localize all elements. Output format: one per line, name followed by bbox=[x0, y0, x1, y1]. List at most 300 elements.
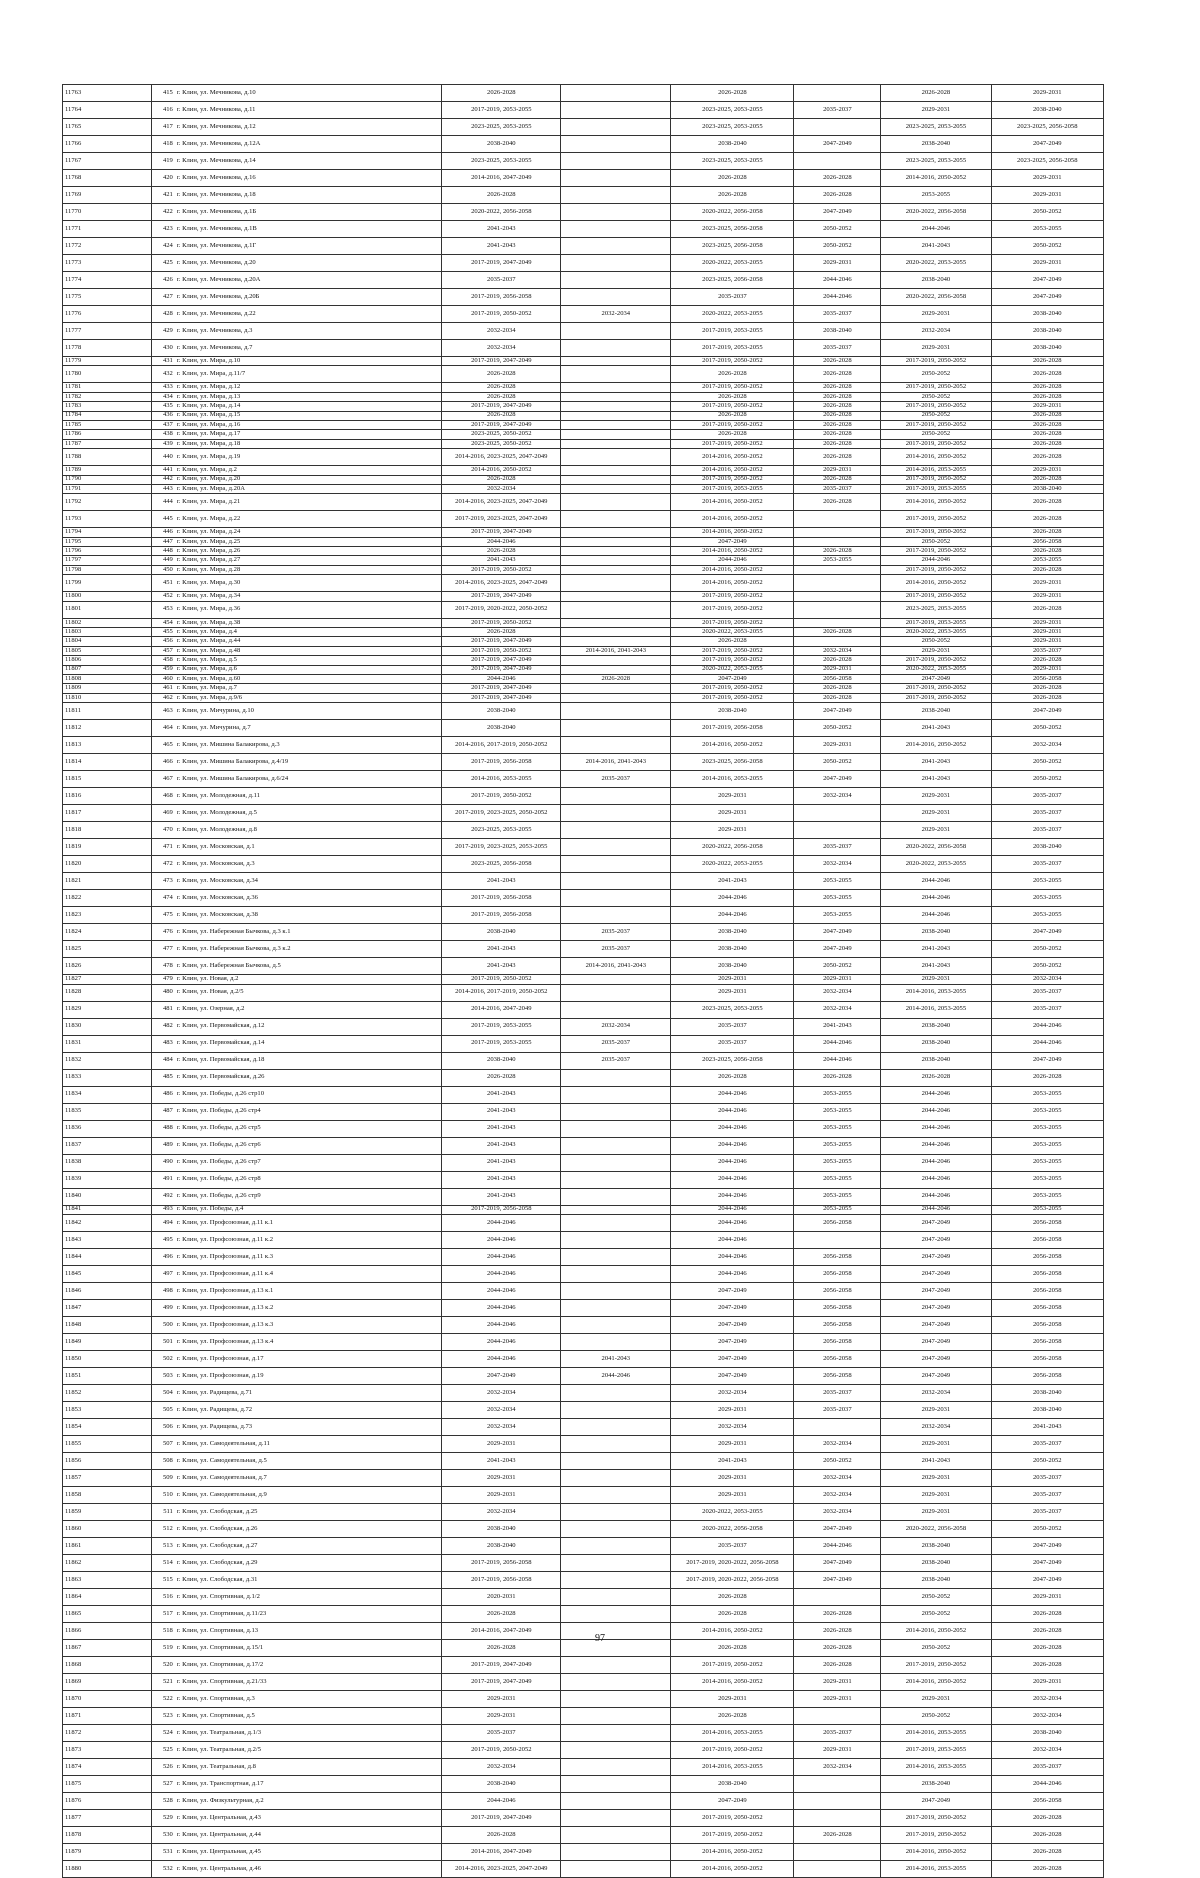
cell-period-3: 2047-2049 bbox=[671, 1282, 794, 1299]
cell-row-number: 432 bbox=[152, 366, 175, 383]
table-row bbox=[63, 873, 1104, 890]
cell-address: г. Клин, ул. Молодежная, д.8 bbox=[175, 822, 442, 839]
cell-period-1: 2017-2019, 2050-2052 bbox=[442, 618, 561, 627]
cell-row-id: 11776 bbox=[63, 306, 152, 323]
cell-period-1: 2023-2025, 2053-2055 bbox=[442, 153, 561, 170]
cell-row-id: 11837 bbox=[63, 1137, 152, 1154]
cell-period-6: 2038-2040 bbox=[991, 1724, 1103, 1741]
cell-period-5: 2029-2031 bbox=[881, 646, 991, 655]
cell-period-1: 2035-2037 bbox=[442, 1724, 561, 1741]
cell-row-number: 496 bbox=[152, 1248, 175, 1265]
table-row bbox=[63, 556, 1104, 565]
cell-period-3: 2017-2019, 2050-2052 bbox=[671, 618, 794, 627]
cell-row-id: 11815 bbox=[63, 771, 152, 788]
cell-address: г. Клин, ул. Мечникова, д.3 bbox=[175, 323, 442, 340]
cell-period-5: 2050-2052 bbox=[881, 537, 991, 546]
cell-period-6: 2029-2031 bbox=[991, 665, 1103, 674]
cell-period-4 bbox=[794, 565, 881, 574]
table-row bbox=[63, 204, 1104, 221]
cell-row-id: 11813 bbox=[63, 737, 152, 754]
cell-address: г. Клин, ул. Театральная, д.8 bbox=[175, 1758, 442, 1775]
table-row bbox=[63, 1035, 1104, 1052]
cell-period-6: 2029-2031 bbox=[991, 592, 1103, 601]
table-row bbox=[63, 221, 1104, 238]
cell-row-id: 11784 bbox=[63, 411, 152, 420]
cell-period-6: 2026-2028 bbox=[991, 601, 1103, 618]
cell-period-4: 2035-2037 bbox=[794, 1401, 881, 1418]
cell-period-3: 2047-2049 bbox=[671, 1367, 794, 1384]
table-row bbox=[63, 693, 1104, 702]
cell-period-5: 2023-2025, 2053-2055 bbox=[881, 119, 991, 136]
cell-period-1: 2026-2028 bbox=[442, 411, 561, 420]
cell-period-1: 2044-2046 bbox=[442, 1316, 561, 1333]
cell-row-number: 424 bbox=[152, 238, 175, 255]
cell-period-6: 2026-2028 bbox=[991, 392, 1103, 401]
cell-row-number: 459 bbox=[152, 665, 175, 674]
cell-row-id: 11766 bbox=[63, 136, 152, 153]
cell-period-6: 2026-2028 bbox=[991, 420, 1103, 429]
cell-row-number: 497 bbox=[152, 1265, 175, 1282]
cell-period-2 bbox=[561, 1843, 671, 1860]
cell-row-number: 437 bbox=[152, 420, 175, 429]
table-row bbox=[63, 430, 1104, 439]
cell-period-2 bbox=[561, 1401, 671, 1418]
cell-row-number: 450 bbox=[152, 565, 175, 574]
cell-period-1: 2014-2016, 2017-2019, 2050-2052 bbox=[442, 984, 561, 1001]
table-row bbox=[63, 1384, 1104, 1401]
cell-period-6: 2053-2055 bbox=[991, 1205, 1103, 1214]
cell-period-4: 2056-2058 bbox=[794, 1265, 881, 1282]
cell-period-3: 2017-2019, 2056-2058 bbox=[671, 720, 794, 737]
cell-row-id: 11831 bbox=[63, 1035, 152, 1052]
cell-period-4: 2038-2040 bbox=[794, 323, 881, 340]
cell-period-3: 2026-2028 bbox=[671, 170, 794, 187]
cell-period-2: 2041-2043 bbox=[561, 1350, 671, 1367]
cell-period-3: 2020-2022, 2056-2058 bbox=[671, 839, 794, 856]
cell-address: г. Клин, ул. Мира, д.27 bbox=[175, 556, 442, 565]
cell-period-5: 2017-2019, 2050-2052 bbox=[881, 420, 991, 429]
cell-period-4: 2026-2028 bbox=[794, 628, 881, 637]
cell-row-number: 449 bbox=[152, 556, 175, 565]
cell-period-3: 2014-2016, 2050-2052 bbox=[671, 528, 794, 537]
cell-address: г. Клин, ул. Мира, д.21 bbox=[175, 494, 442, 511]
cell-period-3: 2041-2043 bbox=[671, 1452, 794, 1469]
cell-period-5: 2044-2046 bbox=[881, 556, 991, 565]
cell-period-1: 2017-2019, 2053-2055 bbox=[442, 1035, 561, 1052]
cell-period-5: 2047-2049 bbox=[881, 1282, 991, 1299]
cell-period-2 bbox=[561, 1231, 671, 1248]
cell-period-2 bbox=[561, 839, 671, 856]
table-row bbox=[63, 592, 1104, 601]
cell-period-6: 2053-2055 bbox=[991, 221, 1103, 238]
cell-row-number: 451 bbox=[152, 575, 175, 592]
cell-row-number: 509 bbox=[152, 1469, 175, 1486]
cell-address: г. Клин, ул. Мира, д.44 bbox=[175, 637, 442, 646]
cell-period-6: 2029-2031 bbox=[991, 618, 1103, 627]
cell-row-number: 478 bbox=[152, 958, 175, 975]
cell-period-4: 2029-2031 bbox=[794, 1690, 881, 1707]
table-row bbox=[63, 575, 1104, 592]
cell-address: г. Клин, ул. Слободская, д.31 bbox=[175, 1571, 442, 1588]
cell-row-id: 11797 bbox=[63, 556, 152, 565]
cell-row-id: 11823 bbox=[63, 907, 152, 924]
cell-period-6: 2032-2034 bbox=[991, 975, 1103, 984]
cell-row-id: 11876 bbox=[63, 1792, 152, 1809]
cell-row-id: 11777 bbox=[63, 323, 152, 340]
cell-period-2 bbox=[561, 1537, 671, 1554]
cell-period-3: 2023-2025, 2056-2058 bbox=[671, 754, 794, 771]
cell-period-1: 2041-2043 bbox=[442, 941, 561, 958]
cell-row-id: 11770 bbox=[63, 204, 152, 221]
cell-period-2 bbox=[561, 805, 671, 822]
cell-period-4: 2032-2034 bbox=[794, 1486, 881, 1503]
cell-period-1: 2023-2025, 2053-2055 bbox=[442, 822, 561, 839]
cell-address: г. Клин, ул. Мира, д.7 bbox=[175, 684, 442, 693]
cell-row-id: 11807 bbox=[63, 665, 152, 674]
cell-period-5: 2014-2016, 2053-2055 bbox=[881, 1758, 991, 1775]
cell-period-2: 2035-2037 bbox=[561, 941, 671, 958]
cell-period-1: 2026-2028 bbox=[442, 392, 561, 401]
cell-period-6: 2038-2040 bbox=[991, 839, 1103, 856]
cell-address: г. Клин, ул. Мира, д.26 bbox=[175, 547, 442, 556]
table-row bbox=[63, 1503, 1104, 1520]
cell-address: г. Клин, ул. Победы, д.26 стр7 bbox=[175, 1154, 442, 1171]
cell-row-id: 11779 bbox=[63, 357, 152, 366]
cell-period-3: 2044-2046 bbox=[671, 1205, 794, 1214]
table-row bbox=[63, 1120, 1104, 1137]
cell-period-6: 2026-2028 bbox=[991, 528, 1103, 537]
cell-period-5: 2032-2034 bbox=[881, 1384, 991, 1401]
cell-period-1: 2017-2019, 2047-2049 bbox=[442, 528, 561, 537]
cell-period-1: 2038-2040 bbox=[442, 1520, 561, 1537]
cell-period-5: 2017-2019, 2053-2055 bbox=[881, 618, 991, 627]
cell-row-id: 11879 bbox=[63, 1843, 152, 1860]
cell-period-5: 2020-2022, 2056-2058 bbox=[881, 289, 991, 306]
cell-period-1: 2014-2016, 2047-2049 bbox=[442, 1622, 561, 1639]
cell-period-1: 2017-2019, 2050-2052 bbox=[442, 646, 561, 655]
cell-row-id: 11833 bbox=[63, 1069, 152, 1086]
cell-period-6: 2026-2028 bbox=[991, 449, 1103, 466]
cell-period-4: 2032-2034 bbox=[794, 788, 881, 805]
cell-period-5: 2017-2019, 2050-2052 bbox=[881, 547, 991, 556]
cell-row-number: 525 bbox=[152, 1741, 175, 1758]
cell-period-3: 2014-2016, 2050-2052 bbox=[671, 449, 794, 466]
cell-row-number: 446 bbox=[152, 528, 175, 537]
cell-period-1: 2032-2034 bbox=[442, 340, 561, 357]
cell-row-id: 11811 bbox=[63, 703, 152, 720]
cell-period-2 bbox=[561, 494, 671, 511]
cell-period-1: 2014-2016, 2023-2025, 2047-2049 bbox=[442, 494, 561, 511]
cell-period-6: 2029-2031 bbox=[991, 402, 1103, 411]
cell-period-6: 2035-2037 bbox=[991, 984, 1103, 1001]
table-row bbox=[63, 85, 1104, 102]
cell-address: г. Клин, ул. Молодежная, д.11 bbox=[175, 788, 442, 805]
table-row bbox=[63, 720, 1104, 737]
cell-period-6: 2026-2028 bbox=[991, 475, 1103, 484]
cell-period-4: 2047-2049 bbox=[794, 1520, 881, 1537]
cell-address: г. Клин, ул. Радищева, д.71 bbox=[175, 1384, 442, 1401]
cell-row-id: 11851 bbox=[63, 1367, 152, 1384]
cell-period-3: 2035-2037 bbox=[671, 289, 794, 306]
cell-row-id: 11778 bbox=[63, 340, 152, 357]
cell-row-id: 11804 bbox=[63, 637, 152, 646]
cell-address: г. Клин, ул. Мира, д.60 bbox=[175, 674, 442, 683]
cell-period-6: 2047-2049 bbox=[991, 136, 1103, 153]
cell-row-id: 11864 bbox=[63, 1588, 152, 1605]
cell-period-3: 2044-2046 bbox=[671, 907, 794, 924]
cell-period-5: 2044-2046 bbox=[881, 1154, 991, 1171]
cell-row-number: 473 bbox=[152, 873, 175, 890]
cell-period-4: 2050-2052 bbox=[794, 958, 881, 975]
cell-period-5: 2047-2049 bbox=[881, 1350, 991, 1367]
cell-address: г. Клин, ул. Мира, д.10 bbox=[175, 357, 442, 366]
cell-period-2 bbox=[561, 1588, 671, 1605]
cell-period-3: 2038-2040 bbox=[671, 1775, 794, 1792]
cell-period-3: 2044-2046 bbox=[671, 1248, 794, 1265]
cell-period-5: 2017-2019, 2053-2055 bbox=[881, 1741, 991, 1758]
cell-period-3: 2020-2022, 2053-2055 bbox=[671, 856, 794, 873]
cell-period-5: 2014-2016, 2050-2052 bbox=[881, 494, 991, 511]
cell-period-4: 2032-2034 bbox=[794, 1503, 881, 1520]
cell-period-6: 2026-2028 bbox=[991, 547, 1103, 556]
cell-row-id: 11871 bbox=[63, 1707, 152, 1724]
cell-period-1: 2014-2016, 2053-2055 bbox=[442, 771, 561, 788]
cell-period-5: 2041-2043 bbox=[881, 238, 991, 255]
cell-address: г. Клин, ул. Мичурина, д.10 bbox=[175, 703, 442, 720]
cell-period-6: 2047-2049 bbox=[991, 289, 1103, 306]
cell-period-1: 2017-2019, 2047-2049 bbox=[442, 684, 561, 693]
cell-period-3: 2026-2028 bbox=[671, 1588, 794, 1605]
cell-row-id: 11788 bbox=[63, 449, 152, 466]
cell-period-4: 2053-2055 bbox=[794, 1137, 881, 1154]
cell-period-3: 2044-2046 bbox=[671, 1231, 794, 1248]
cell-period-6: 2050-2052 bbox=[991, 238, 1103, 255]
cell-period-4: 2053-2055 bbox=[794, 1103, 881, 1120]
cell-period-3: 2023-2025, 2056-2058 bbox=[671, 1052, 794, 1069]
cell-period-4: 2026-2028 bbox=[794, 693, 881, 702]
cell-period-6: 2053-2055 bbox=[991, 1171, 1103, 1188]
cell-address: г. Клин, ул. Мечникова, д.10 bbox=[175, 85, 442, 102]
cell-period-2 bbox=[561, 1435, 671, 1452]
cell-address: г. Клин, ул. Спортивная, д.17/2 bbox=[175, 1656, 442, 1673]
cell-period-2 bbox=[561, 1707, 671, 1724]
cell-period-4: 2026-2028 bbox=[794, 357, 881, 366]
cell-row-id: 11763 bbox=[63, 85, 152, 102]
table-row bbox=[63, 1137, 1104, 1154]
table-row bbox=[63, 272, 1104, 289]
cell-period-4: 2044-2046 bbox=[794, 1537, 881, 1554]
cell-period-5: 2029-2031 bbox=[881, 788, 991, 805]
cell-period-6: 2035-2037 bbox=[991, 646, 1103, 655]
cell-period-3: 2017-2019, 2050-2052 bbox=[671, 1809, 794, 1826]
cell-row-number: 519 bbox=[152, 1639, 175, 1656]
cell-period-5: 2026-2028 bbox=[881, 85, 991, 102]
cell-period-6: 2053-2055 bbox=[991, 1086, 1103, 1103]
cell-period-2 bbox=[561, 1120, 671, 1137]
cell-period-5: 2032-2034 bbox=[881, 323, 991, 340]
cell-period-4: 2029-2031 bbox=[794, 1741, 881, 1758]
cell-period-4: 2053-2055 bbox=[794, 873, 881, 890]
cell-address: г. Клин, ул. Мечникова, д.20А bbox=[175, 272, 442, 289]
cell-period-5: 2026-2028 bbox=[881, 1069, 991, 1086]
cell-period-2 bbox=[561, 656, 671, 665]
cell-row-number: 523 bbox=[152, 1707, 175, 1724]
cell-row-id: 11796 bbox=[63, 547, 152, 556]
table-row bbox=[63, 528, 1104, 537]
cell-period-5: 2047-2049 bbox=[881, 1316, 991, 1333]
cell-address: г. Клин, ул. Слободская, д.27 bbox=[175, 1537, 442, 1554]
cell-period-3: 2020-2022, 2053-2055 bbox=[671, 1503, 794, 1520]
cell-period-1: 2017-2019, 2050-2052 bbox=[442, 975, 561, 984]
cell-period-6: 2053-2055 bbox=[991, 890, 1103, 907]
cell-row-number: 481 bbox=[152, 1001, 175, 1018]
cell-period-5: 2014-2016, 2053-2055 bbox=[881, 1001, 991, 1018]
cell-period-3: 2029-2031 bbox=[671, 1401, 794, 1418]
cell-period-4: 2026-2028 bbox=[794, 1622, 881, 1639]
cell-period-2 bbox=[561, 466, 671, 475]
cell-period-6: 2026-2028 bbox=[991, 439, 1103, 448]
cell-address: г. Клин, ул. Мира, д.22 bbox=[175, 511, 442, 528]
cell-address: г. Клин, ул. Профсоюзная, д.11 к.1 bbox=[175, 1214, 442, 1231]
cell-period-5: 2038-2040 bbox=[881, 136, 991, 153]
cell-period-4: 2056-2058 bbox=[794, 1367, 881, 1384]
cell-period-5: 2020-2022, 2053-2055 bbox=[881, 628, 991, 637]
cell-address: г. Клин, ул. Московская, д.34 bbox=[175, 873, 442, 890]
cell-period-2 bbox=[561, 684, 671, 693]
cell-period-5: 2017-2019, 2050-2052 bbox=[881, 383, 991, 392]
cell-address: г. Клин, ул. Мечникова, д.12 bbox=[175, 119, 442, 136]
cell-period-6: 2056-2058 bbox=[991, 537, 1103, 546]
cell-period-4: 2044-2046 bbox=[794, 272, 881, 289]
cell-period-4: 2053-2055 bbox=[794, 1120, 881, 1137]
cell-period-1: 2044-2046 bbox=[442, 1792, 561, 1809]
cell-period-3: 2014-2016, 2050-2052 bbox=[671, 1860, 794, 1877]
cell-period-5: 2020-2022, 2053-2055 bbox=[881, 856, 991, 873]
cell-row-id: 11772 bbox=[63, 238, 152, 255]
cell-period-4: 2026-2028 bbox=[794, 187, 881, 204]
table-row bbox=[63, 439, 1104, 448]
table-row bbox=[63, 975, 1104, 984]
table-row bbox=[63, 1086, 1104, 1103]
cell-row-number: 476 bbox=[152, 924, 175, 941]
table-row bbox=[63, 1656, 1104, 1673]
cell-period-1: 2041-2043 bbox=[442, 1137, 561, 1154]
cell-row-number: 495 bbox=[152, 1231, 175, 1248]
cell-period-6: 2026-2028 bbox=[991, 1809, 1103, 1826]
cell-period-4: 2053-2055 bbox=[794, 1154, 881, 1171]
cell-period-5: 2017-2019, 2050-2052 bbox=[881, 1826, 991, 1843]
cell-period-4: 2044-2046 bbox=[794, 1035, 881, 1052]
cell-period-4: 2056-2058 bbox=[794, 1214, 881, 1231]
page-number: 97 bbox=[595, 1633, 605, 1644]
cell-period-4: 2053-2055 bbox=[794, 907, 881, 924]
cell-row-number: 470 bbox=[152, 822, 175, 839]
cell-period-2 bbox=[561, 1503, 671, 1520]
table-row bbox=[63, 805, 1104, 822]
cell-period-3: 2026-2028 bbox=[671, 85, 794, 102]
cell-period-4: 2050-2052 bbox=[794, 238, 881, 255]
cell-period-1: 2026-2028 bbox=[442, 1069, 561, 1086]
cell-address: г. Клин, ул. Мишина Балакирова, д.6/24 bbox=[175, 771, 442, 788]
cell-period-1: 2035-2037 bbox=[442, 272, 561, 289]
cell-period-4: 2035-2037 bbox=[794, 306, 881, 323]
cell-period-3: 2044-2046 bbox=[671, 1214, 794, 1231]
cell-period-2 bbox=[561, 737, 671, 754]
cell-address: г. Клин, ул. Профсоюзная, д.13 к.1 bbox=[175, 1282, 442, 1299]
table-row bbox=[63, 392, 1104, 401]
cell-period-5: 2017-2019, 2050-2052 bbox=[881, 565, 991, 574]
cell-row-number: 425 bbox=[152, 255, 175, 272]
cell-period-1: 2032-2034 bbox=[442, 1384, 561, 1401]
cell-period-4 bbox=[794, 85, 881, 102]
cell-row-id: 11859 bbox=[63, 1503, 152, 1520]
cell-address: г. Клин, ул. Физкультурная, д.2 bbox=[175, 1792, 442, 1809]
cell-address: г. Клин, ул. Самодеятельная, д.9 bbox=[175, 1486, 442, 1503]
cell-period-4: 2026-2028 bbox=[794, 439, 881, 448]
cell-row-number: 458 bbox=[152, 656, 175, 665]
cell-row-number: 513 bbox=[152, 1537, 175, 1554]
cell-period-3: 2029-2031 bbox=[671, 1469, 794, 1486]
cell-row-id: 11880 bbox=[63, 1860, 152, 1877]
cell-period-4: 2026-2028 bbox=[794, 402, 881, 411]
cell-address: г. Клин, ул. Мира, д.36 bbox=[175, 601, 442, 618]
cell-row-id: 11783 bbox=[63, 402, 152, 411]
register-table-sheet bbox=[62, 84, 1104, 1878]
cell-period-6: 2026-2028 bbox=[991, 1843, 1103, 1860]
cell-period-1: 2014-2016, 2047-2049 bbox=[442, 1001, 561, 1018]
cell-address: г. Клин, ул. Мира, д.11/7 bbox=[175, 366, 442, 383]
cell-period-2 bbox=[561, 693, 671, 702]
cell-period-2 bbox=[561, 1571, 671, 1588]
cell-period-3: 2017-2019, 2050-2052 bbox=[671, 402, 794, 411]
cell-period-6: 2056-2058 bbox=[991, 1214, 1103, 1231]
cell-address: г. Клин, ул. Мира, д.6 bbox=[175, 665, 442, 674]
table-row bbox=[63, 1690, 1104, 1707]
cell-row-number: 471 bbox=[152, 839, 175, 856]
cell-period-5: 2017-2019, 2050-2052 bbox=[881, 528, 991, 537]
cell-address: г. Клин, ул. Спортивная, д.11/23 bbox=[175, 1605, 442, 1622]
cell-period-2: 2014-2016, 2041-2043 bbox=[561, 958, 671, 975]
cell-period-5: 2041-2043 bbox=[881, 754, 991, 771]
cell-period-3: 2017-2019, 2020-2022, 2056-2058 bbox=[671, 1571, 794, 1588]
cell-period-5: 2017-2019, 2050-2052 bbox=[881, 1656, 991, 1673]
cell-period-6: 2038-2040 bbox=[991, 340, 1103, 357]
cell-address: г. Клин, ул. Победы, д.26 стр4 bbox=[175, 1103, 442, 1120]
table-row bbox=[63, 628, 1104, 637]
cell-period-2 bbox=[561, 170, 671, 187]
cell-period-4: 2035-2037 bbox=[794, 340, 881, 357]
cell-address: г. Клин, ул. Мира, д.14 bbox=[175, 402, 442, 411]
cell-period-6: 2029-2031 bbox=[991, 170, 1103, 187]
cell-row-number: 420 bbox=[152, 170, 175, 187]
cell-period-2 bbox=[561, 628, 671, 637]
cell-row-number: 491 bbox=[152, 1171, 175, 1188]
cell-row-number: 445 bbox=[152, 511, 175, 528]
cell-period-3: 2041-2043 bbox=[671, 873, 794, 890]
cell-address: г. Клин, ул. Радищева, д.73 bbox=[175, 1418, 442, 1435]
table-row bbox=[63, 1843, 1104, 1860]
cell-row-number: 524 bbox=[152, 1724, 175, 1741]
cell-period-4: 2026-2028 bbox=[794, 1639, 881, 1656]
cell-period-2 bbox=[561, 430, 671, 439]
cell-period-6: 2026-2028 bbox=[991, 1860, 1103, 1877]
cell-period-3: 2023-2025, 2056-2058 bbox=[671, 221, 794, 238]
cell-address: г. Клин, ул. Мечникова, д.16 bbox=[175, 170, 442, 187]
cell-address: г. Клин, ул. Мечникова, д.12А bbox=[175, 136, 442, 153]
cell-period-4: 2047-2049 bbox=[794, 924, 881, 941]
cell-period-2 bbox=[561, 556, 671, 565]
cell-row-id: 11829 bbox=[63, 1001, 152, 1018]
